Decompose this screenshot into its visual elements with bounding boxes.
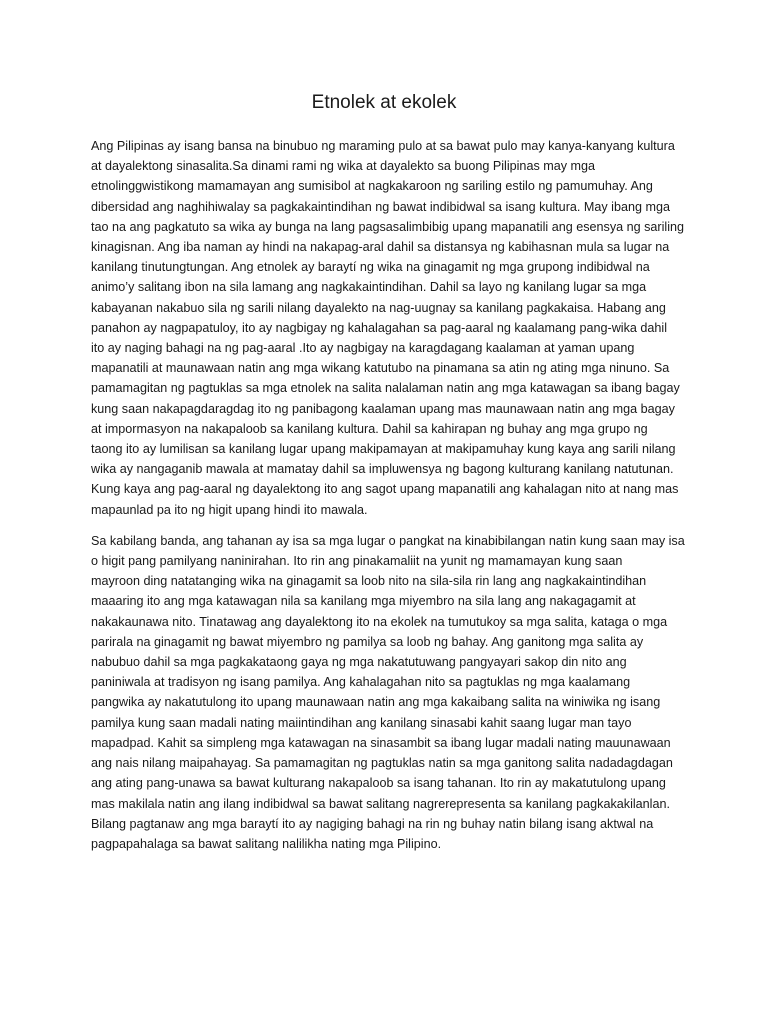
text-line: ito ay naging bahagi na ng pag-aaral .Ito ay nagbigay na karagdagang kaalaman at yaman upang [91,341,635,356]
text-line: mayroon ding natatanging wika na ginagamit sa loob nito na sila-sila rin lang ang nagkakaintindihan [91,574,647,589]
text-line: Kung kaya ang pag-aaral ng dayalektong ito ang sagot upang mapanatili ang kahalagan nito at nang mas [91,482,679,497]
text-line: kung saan nakapagdaragdag ito ng panibagong kaalaman upang mas maunawaan natin ang mga bagay [91,401,675,416]
text-line: panahon ay nagpapatuloy, ito ay nagbigay ng kahalagahan sa pag-aaral ng kaalamang pang-wika dahil [91,320,668,335]
text-line: mas makilala natin ang ilang indibidwal sa bawat salitang nagrerepresenta sa kanilang pagkakakilanlan. [91,796,670,811]
text-line: kabayanan nakabuo sila ng sarili nilang dayalekto na nag-uugnay sa kanilang pagkakaisa. Habang ang [91,300,666,315]
document-title: Etnolek at ekolek [311,92,457,113]
text-line: o higit pang pamilyang naninirahan. Ito rin ang pinakamaliit na yunit ng mamamayan kung saan [91,554,623,569]
paragraph [91,531,691,854]
text-line: mapanatili at maunawaan natin ang mga wikang katutubo na pinamana sa atin ng ating mga ninuno. Sa [91,361,670,376]
text-line: kinagisnan. Ang iba naman ay hindi na nakapag-aral dahil sa distansya ng kabihasnan mula sa lugar na [91,240,670,255]
text-line: mapadpad. Kahit sa simpleng mga katawagan na sinasambit sa ibang lugar madali nating mauunawaan [91,735,671,750]
text-line: nakakaunawa nito. Tinatawag ang dayalektong ito na ekolek na tumutukoy sa mga salita, kataga o mga [91,614,668,629]
text-line: pamamagitan ng pagtuklas sa mga etnolek na salita nalalaman natin ang mga katawagan sa ibang bagay [91,381,680,396]
text-line: pamilya kung saan madali nating maiintindihan ang kanilang sinasabi kahit saang lugar man tayo [91,715,632,730]
text-line: mapaunlad pa ito ng higit upang hindi ito mawala. [91,502,368,517]
text-line: ang ating pang-unawa sa bawat kulturang nakapaloob sa isang tahanan. Ito rin ay makatutulong upang [91,776,666,791]
text-line: maaaring ito ang mga katawagan nila sa kanilang mga miyembro na sila lang ang nakagagamit at [91,594,636,609]
text-line: Bilang pagtanaw ang mga baraytí ito ay nagiging bahagi na rin ng buhay natin bilang isang aktwal na [91,816,654,831]
text-line: tao na ang pagkatuto sa wika ay bunga na lang pagsasalimbibig upang mapanatili ang esensya ng sariling [91,219,685,234]
text-line: etnolinggwistikong mamamayan ang sumisibol at nagkakaroon ng sariling estilo ng pamumuhay. Ang [91,179,653,194]
text-line: Sa kabilang banda, ang tahanan ay isa sa mga lugar o pangkat na kinabibilangan natin kung saan may isa [91,533,685,548]
text-line: ang nais nilang maipahayag. Sa pamamagitan ng pagtuklas natin sa mga ganitong salita nadadagdagan [91,756,673,771]
text-line: at dayalektong sinasalita.Sa dinami rami ng wika at dayalekto sa buong Pilipinas may mga [91,159,596,174]
text-line: pangwika ay nakatutulong ito upang maunawaan natin ang mga kakaibang salita na winiwika ng isang [91,695,661,710]
text-line: dibersidad ang naghihiwalay sa pagkakaintindihan ng bawat indibidwal sa isang kultura. May ibang mga [91,199,670,214]
text-line: nabubuo dahil sa mga pagkakataong gaya ng mga nakatutuwang pangyayari sakop din nito ang [91,655,627,670]
text-line: taong ito ay lumilisan sa kanilang lugar upang makipamayan at makipamuhay kung kaya ang sarili nilang [91,442,676,457]
text-line: wika ay nangaganib mawala at mamatay dahil sa impluwensya ng bagong kulturang kanilang natutunan. [91,462,674,477]
text-line: kanilang tinutungtungan. Ang etnolek ay baraytí ng wika na ginagamit ng mga grupong indibidwal na [91,260,650,275]
paragraph [91,136,691,520]
document-body [91,136,691,854]
text-line: pagpapahalaga sa bawat salitang nalilikha nating mga Pilipino. [91,836,442,851]
text-line: animo’y salitang ibon na sila lamang ang nagkakaintindihan. Dahil sa layo ng kanilang lugar sa mga [91,280,647,295]
text-line: at impormasyon na nakapaloob sa kanilang kultura. Dahil sa kahirapan ng buhay ang mga grupo ng [91,421,648,436]
text-line: Ang Pilipinas ay isang bansa na binubuo ng maraming pulo at sa bawat pulo may kanya-kanyang kultura [91,139,675,153]
text-line: parirala na ginagamit ng bawat miyembro ng pamilya sa loob ng bahay. Ang ganitong mga salita ay [91,634,644,649]
text-line: paniniwala at tradisyon ng isang pamilya. Ang kahalagahan nito sa pagtuklas ng mga kaalamang [91,675,631,690]
